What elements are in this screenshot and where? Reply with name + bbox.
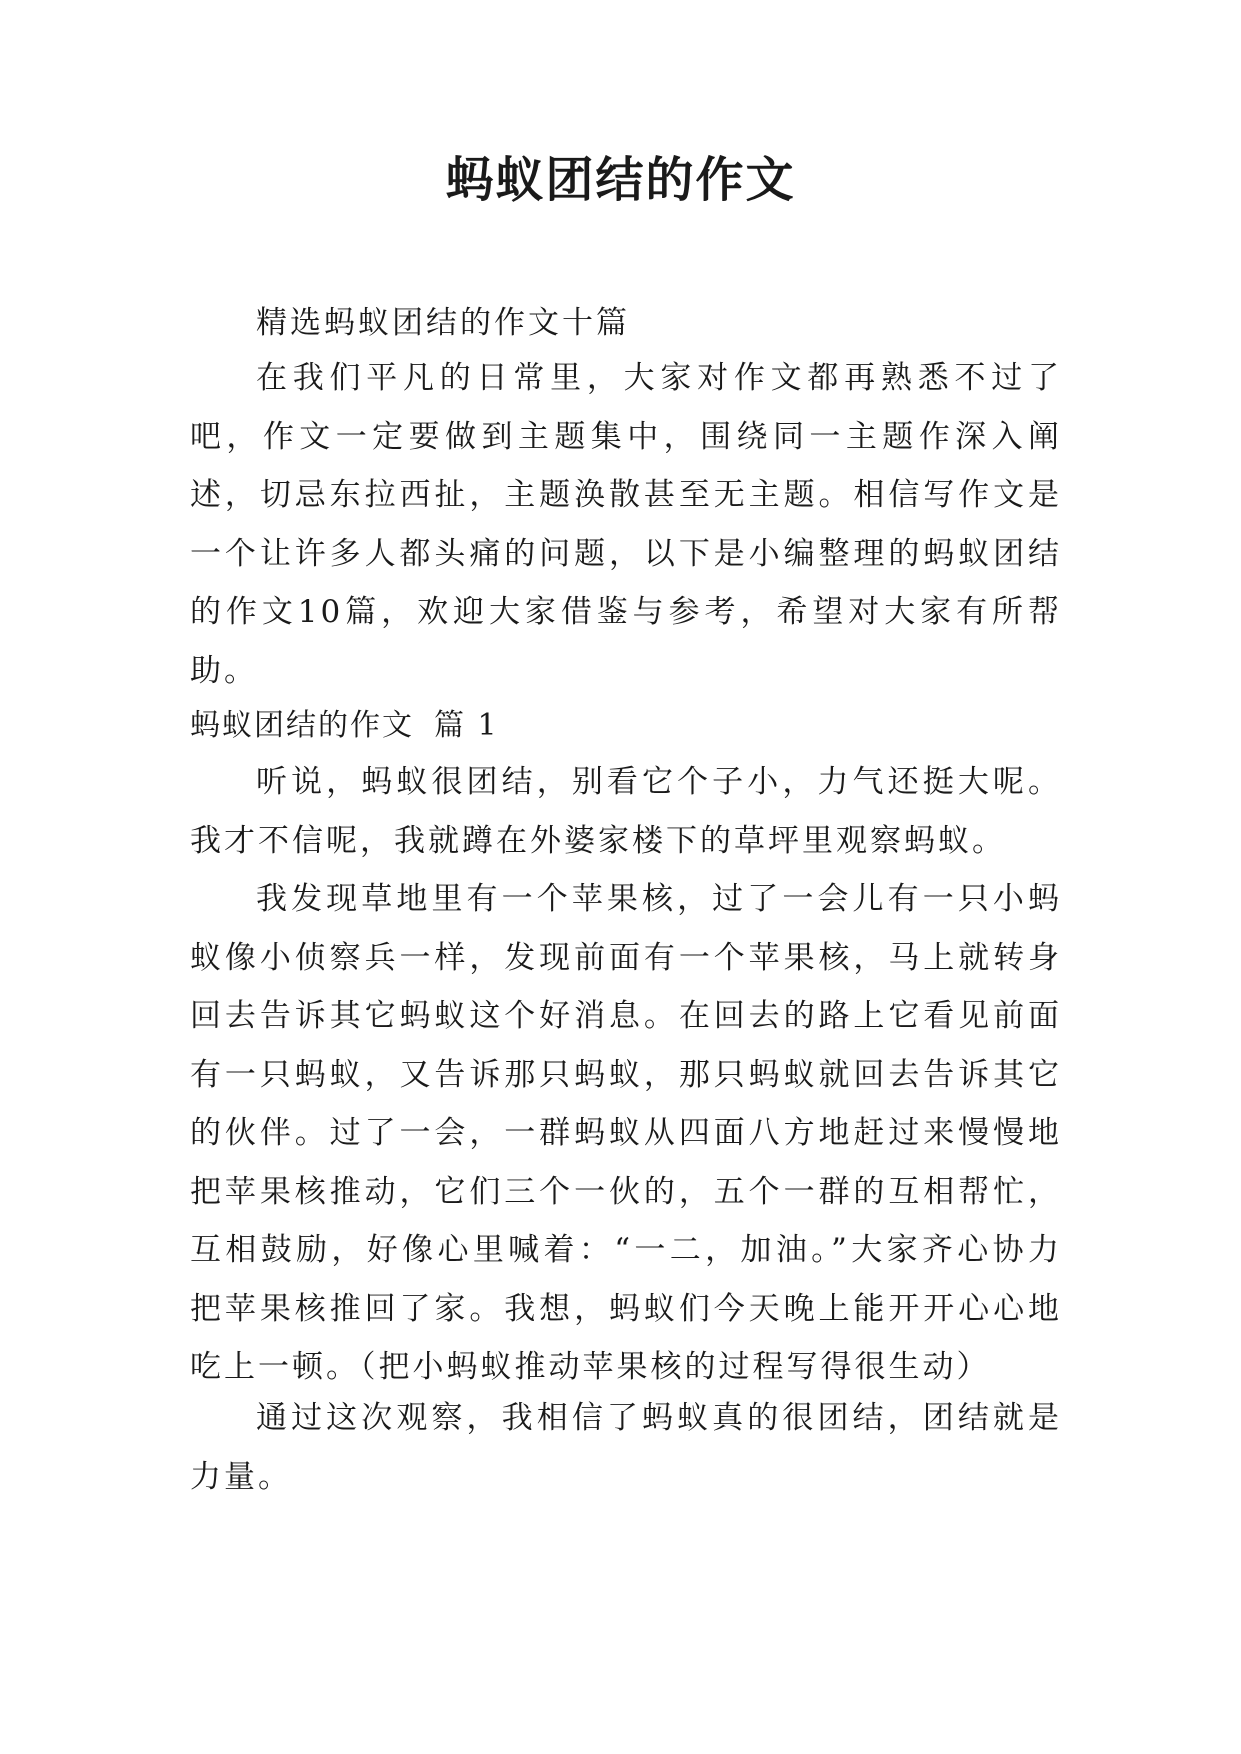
- intro-paragraph: 在我们平凡的日常里，大家对作文都再熟悉不过了吧，作文一定要做到主题集中，围绕同一主题作深入阐述，切忌东拉西扯，主题涣散甚至无主题。相信写作文是一个让许多人都头痛的问题，以下是小编整理的蚂蚁团结的作文10篇，欢迎大家借鉴与参考，希望对大家有所帮助。: [190, 360, 1062, 689]
- article-heading: [190, 697, 499, 755]
- article-paragraph: 通过这次观察，我相信了蚂蚁真的很团结，团结就是力量。: [190, 1400, 1062, 1495]
- article-paragraph: 听说，蚂蚁很团结，别看它个子小，力气还挺大呢。我才不信呢，我就蹲在外婆家楼下的草坪里观察蚂蚁。: [190, 764, 1062, 859]
- document-title: 蚂蚁团结的作文: [445, 152, 796, 208]
- article-heading-number: 篇 1: [434, 708, 499, 743]
- intro-heading: 精选蚂蚁团结的作文十篇: [256, 305, 630, 341]
- article-heading-text: 蚂蚁团结的作文: [190, 708, 414, 743]
- article-paragraph: 我发现草地里有一个苹果核，过了一会儿有一只小蚂蚁像小侦察兵一样，发现前面有一个苹果核，马上就转身回去告诉其它蚂蚁这个好消息。在回去的路上它看见前面有一只蚂蚁，又告诉那只蚂蚁，那只蚂蚁就回去告诉其它的伙伴。过了一会，一群蚂蚁从四面八方地赶过来慢慢地把苹果核推动，它们三个一伙的，五个一群的互相帮忙，互相鼓励，好像心里喊着：“一二，加油。”大家齐心协力把苹果核推回了家。我想，蚂蚁们今天晚上能开开心心地吃上一顿。（把小蚂蚁推动苹果核的过程写得很生动）: [190, 881, 1062, 1385]
